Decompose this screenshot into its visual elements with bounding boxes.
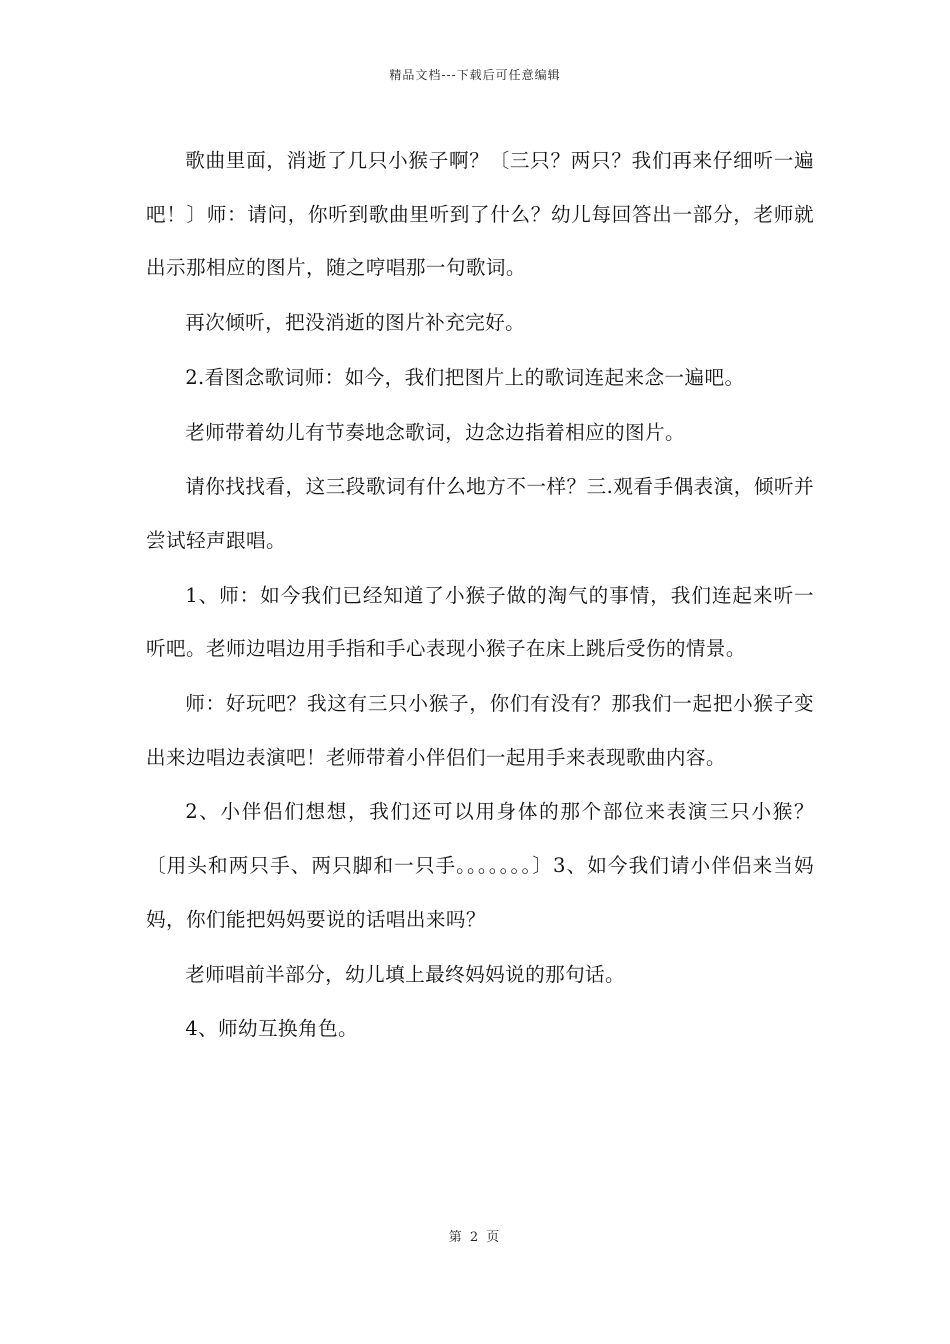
paragraph: 2.看图念歌词师：如今，我们把图片上的歌词连起来念一遍吧。 [185, 365, 745, 389]
paragraph: 歌曲里面，消逝了几只小猴子啊？〔三只？两只？我们再来仔细听一遍吧！〕师：请问，你听到歌曲里听到了什么？幼儿每回答出一部分，老师就出示那相应的图片，随之哼唱那一句歌词。 [146, 149, 814, 280]
paragraph: 再次倾听，把没消逝的图片补充完好。 [185, 311, 526, 335]
paragraph: 4、师幼互换角色。 [185, 1017, 359, 1041]
paragraph: 老师带着幼儿有节奏地念歌词，边念边指着相应的图片。 [185, 420, 686, 444]
document-body [146, 134, 814, 1057]
paragraph: 师：好玩吧？我这有三只小猴子，你们有没有？那我们一起把小猴子变出来边唱边表演吧！老师带着小伴侣们一起用手来表现歌曲内容。 [146, 692, 814, 769]
paragraph: 老师唱前半部分，幼儿填上最终妈妈说的那句话。 [185, 962, 626, 986]
page-number: 第 2 页 [448, 1230, 502, 1245]
paragraph: 请你找找看，这三段歌词有什么地方不一样？三.观看手偶表演，倾听并尝试轻声跟唱。 [146, 475, 814, 552]
paragraph: 1、师：如今我们已经知道了小猴子做的淘气的事情，我们连起来听一听吧。老师边唱边用手指和手心表现小猴子在床上跳后受伤的情景。 [146, 583, 814, 661]
paragraph: 2、小伴侣们想想，我们还可以用身体的那个部位来表演三只小猴？〔用头和两只手、两只脚和一只手。。。。。。。〕3、如今我们请小伴侣来当妈妈，你们能把妈妈要说的话唱出来吗？ [146, 800, 814, 931]
page-header: 精品文档---下载后可任意编辑 [389, 68, 561, 82]
